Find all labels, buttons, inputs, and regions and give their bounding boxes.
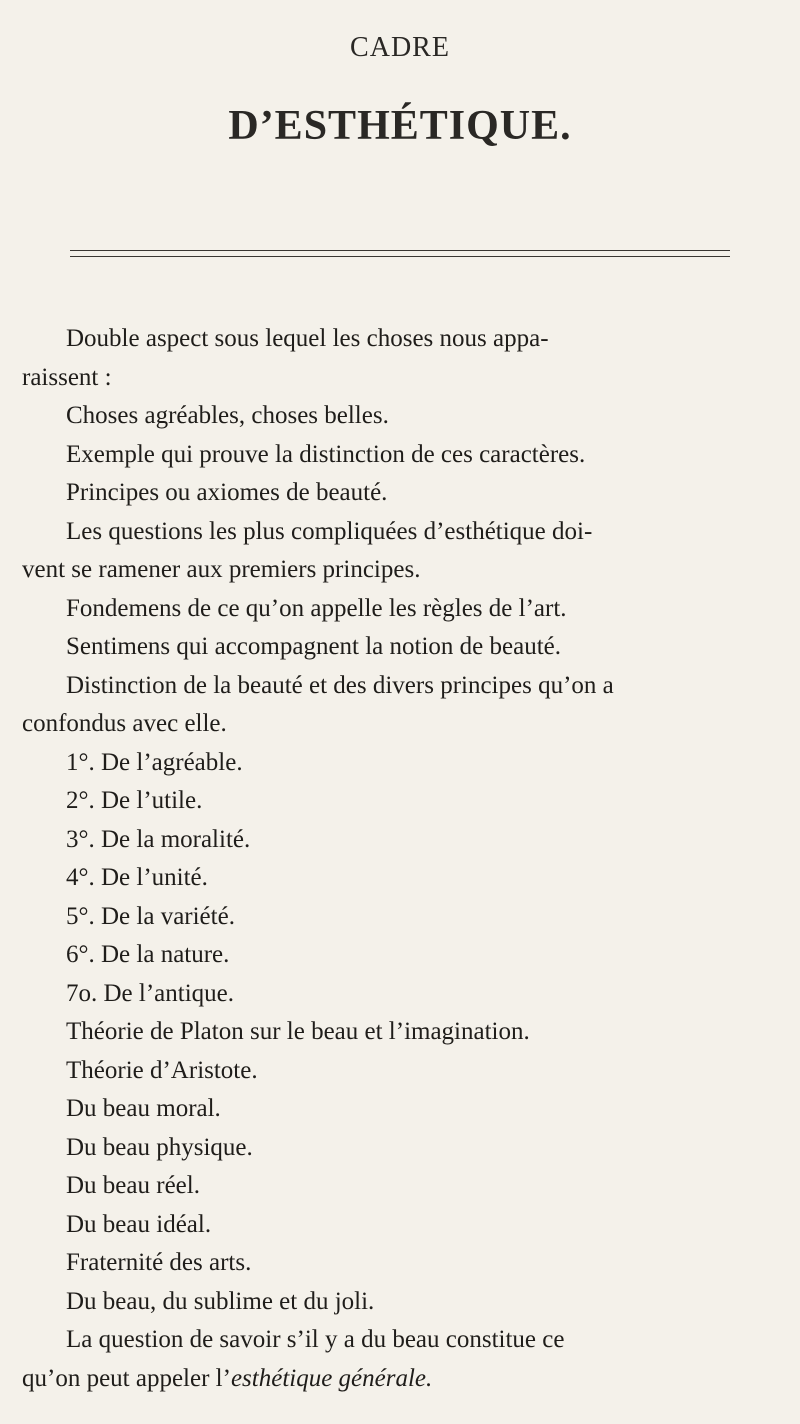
toc-line: La question de savoir s’il y a du beau constitue ce <box>66 1326 565 1353</box>
toc-line: Théorie de Platon sur le beau et l’imagination. <box>66 1018 530 1045</box>
toc-line: Du beau physique. <box>66 1133 253 1161</box>
toc-line: 2°. De l’utile. <box>66 787 203 814</box>
toc-line: 1°. De l’agréable. <box>66 748 243 776</box>
toc-line: 3°. De la moralité. <box>66 825 251 853</box>
toc-line: confondus avec elle. <box>22 710 227 737</box>
toc-line: Double aspect sous lequel les choses nous appa- <box>66 325 549 352</box>
toc-line: 6°. De la nature. <box>66 941 230 968</box>
toc-line: 5°. De la variété. <box>66 902 235 930</box>
title-esthetique: D’ESTHÉTIQUE. <box>228 103 572 149</box>
toc-line: Théorie d’Aristote. <box>66 1056 258 1084</box>
toc-line: Du beau réel. <box>66 1172 200 1199</box>
toc-line: 7o. De l’antique. <box>66 979 235 1007</box>
double-rule-divider <box>70 250 730 257</box>
toc-line: Sentimens qui accompagnent la notion de beauté. <box>66 633 561 660</box>
toc-line-final <box>22 1360 762 1399</box>
toc-line: Du beau idéal. <box>66 1210 212 1238</box>
toc-line: Fraternité des arts. <box>66 1249 252 1276</box>
toc-line: Du beau moral. <box>66 1095 221 1122</box>
table-of-contents <box>22 320 762 1398</box>
title-cadre: CADRE <box>350 32 450 63</box>
toc-line: Les questions les plus compliquées d’esthétique doi- <box>66 517 593 545</box>
toc-line: Choses agréables, choses belles. <box>66 402 389 429</box>
toc-line: Fondemens de ce qu’on appelle les règles de l’art. <box>66 594 567 622</box>
toc-line: Distinction de la beauté et des divers principes qu’on a <box>66 671 614 699</box>
toc-line: Du beau, du sublime et du joli. <box>66 1287 375 1315</box>
toc-text: qu’on peut appeler l’ <box>22 1364 231 1392</box>
toc-line: vent se ramener aux premiers principes. <box>22 556 421 583</box>
toc-italic-term: esthétique générale. <box>230 1364 433 1392</box>
toc-line: raissent : <box>22 363 112 391</box>
toc-line: Principes ou axiomes de beauté. <box>66 479 388 506</box>
toc-line: Exemple qui prouve la distinction de ces caractères. <box>66 440 586 468</box>
toc-line: 4°. De l’unité. <box>66 864 208 891</box>
